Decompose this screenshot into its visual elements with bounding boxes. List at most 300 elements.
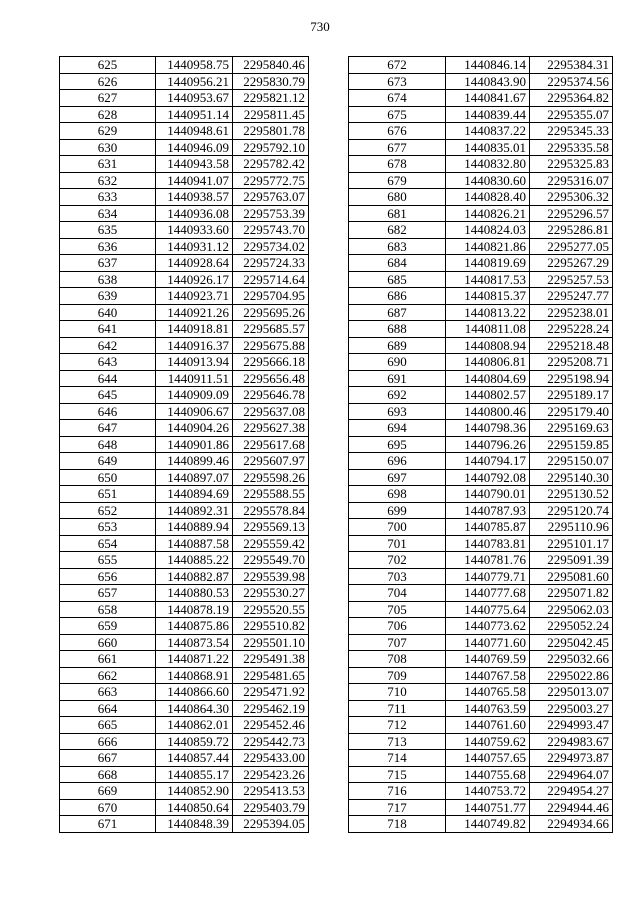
point-number-cell: 652 xyxy=(60,502,156,519)
point-number-cell: 680 xyxy=(349,189,446,206)
point-number-cell: 693 xyxy=(349,403,446,420)
table-row xyxy=(60,766,309,783)
easting-cell: 1440794.17 xyxy=(446,453,530,470)
easting-cell: 1440846.14 xyxy=(446,57,530,74)
point-number-cell: 704 xyxy=(349,585,446,602)
easting-cell: 1440928.64 xyxy=(156,255,233,272)
easting-cell: 1440913.94 xyxy=(156,354,233,371)
point-number-cell: 717 xyxy=(349,799,446,816)
table-row xyxy=(60,453,309,470)
easting-cell: 1440901.86 xyxy=(156,436,233,453)
table-row xyxy=(60,667,309,684)
point-number-cell: 656 xyxy=(60,568,156,585)
easting-cell: 1440792.08 xyxy=(446,469,530,486)
easting-cell: 1440850.64 xyxy=(156,799,233,816)
table-row xyxy=(60,684,309,701)
point-number-cell: 701 xyxy=(349,535,446,552)
easting-cell: 1440931.12 xyxy=(156,238,233,255)
easting-cell: 1440759.62 xyxy=(446,733,530,750)
point-number-cell: 702 xyxy=(349,552,446,569)
coordinates-table-left xyxy=(59,56,309,833)
northing-cell: 2295782.42 xyxy=(233,156,309,173)
easting-cell: 1440817.53 xyxy=(446,271,530,288)
table-row xyxy=(349,717,613,734)
table-row xyxy=(60,73,309,90)
northing-cell: 2295666.18 xyxy=(233,354,309,371)
table-row xyxy=(349,700,613,717)
northing-cell: 2295734.02 xyxy=(233,238,309,255)
northing-cell: 2295286.81 xyxy=(530,222,613,239)
easting-cell: 1440909.09 xyxy=(156,387,233,404)
table-row xyxy=(349,123,613,140)
northing-cell: 2295179.40 xyxy=(530,403,613,420)
table-row xyxy=(349,453,613,470)
point-number-cell: 651 xyxy=(60,486,156,503)
easting-cell: 1440781.76 xyxy=(446,552,530,569)
point-number-cell: 695 xyxy=(349,436,446,453)
easting-cell: 1440773.62 xyxy=(446,618,530,635)
point-number-cell: 628 xyxy=(60,106,156,123)
point-number-cell: 672 xyxy=(349,57,446,74)
northing-cell: 2295159.85 xyxy=(530,436,613,453)
northing-cell: 2295032.66 xyxy=(530,651,613,668)
northing-cell: 2295811.45 xyxy=(233,106,309,123)
table-row xyxy=(60,486,309,503)
point-number-cell: 633 xyxy=(60,189,156,206)
table-row xyxy=(349,436,613,453)
easting-cell: 1440936.08 xyxy=(156,205,233,222)
northing-cell: 2294954.27 xyxy=(530,783,613,800)
point-number-cell: 677 xyxy=(349,139,446,156)
table-row xyxy=(349,271,613,288)
table-row xyxy=(349,156,613,173)
table-row xyxy=(349,618,613,635)
northing-cell: 2295607.97 xyxy=(233,453,309,470)
table-row xyxy=(60,651,309,668)
point-number-cell: 715 xyxy=(349,766,446,783)
northing-cell: 2294964.07 xyxy=(530,766,613,783)
easting-cell: 1440941.07 xyxy=(156,172,233,189)
point-number-cell: 644 xyxy=(60,370,156,387)
easting-cell: 1440921.26 xyxy=(156,304,233,321)
point-number-cell: 625 xyxy=(60,57,156,74)
northing-cell: 2294934.66 xyxy=(530,816,613,833)
point-number-cell: 700 xyxy=(349,519,446,536)
table-row xyxy=(60,700,309,717)
easting-cell: 1440765.58 xyxy=(446,684,530,701)
northing-cell: 2295208.71 xyxy=(530,354,613,371)
table-row xyxy=(349,189,613,206)
table-row xyxy=(60,618,309,635)
point-number-cell: 718 xyxy=(349,816,446,833)
easting-cell: 1440826.21 xyxy=(446,205,530,222)
easting-cell: 1440771.60 xyxy=(446,634,530,651)
easting-cell: 1440800.46 xyxy=(446,403,530,420)
easting-cell: 1440802.57 xyxy=(446,387,530,404)
northing-cell: 2295228.24 xyxy=(530,321,613,338)
northing-cell: 2295704.95 xyxy=(233,288,309,305)
point-number-cell: 678 xyxy=(349,156,446,173)
northing-cell: 2295830.79 xyxy=(233,73,309,90)
point-number-cell: 682 xyxy=(349,222,446,239)
table-row xyxy=(349,205,613,222)
northing-cell: 2295530.27 xyxy=(233,585,309,602)
point-number-cell: 708 xyxy=(349,651,446,668)
easting-cell: 1440775.64 xyxy=(446,601,530,618)
table-row xyxy=(349,486,613,503)
easting-cell: 1440892.31 xyxy=(156,502,233,519)
northing-cell: 2295247.77 xyxy=(530,288,613,305)
point-number-cell: 653 xyxy=(60,519,156,536)
point-number-cell: 639 xyxy=(60,288,156,305)
easting-cell: 1440761.60 xyxy=(446,717,530,734)
easting-cell: 1440911.51 xyxy=(156,370,233,387)
easting-cell: 1440958.75 xyxy=(156,57,233,74)
easting-cell: 1440882.87 xyxy=(156,568,233,585)
point-number-cell: 670 xyxy=(60,799,156,816)
northing-cell: 2295013.07 xyxy=(530,684,613,701)
point-number-cell: 711 xyxy=(349,700,446,717)
point-number-cell: 669 xyxy=(60,783,156,800)
table-row xyxy=(349,568,613,585)
point-number-cell: 712 xyxy=(349,717,446,734)
easting-cell: 1440790.01 xyxy=(446,486,530,503)
northing-cell: 2295423.26 xyxy=(233,766,309,783)
point-number-cell: 649 xyxy=(60,453,156,470)
point-number-cell: 671 xyxy=(60,816,156,833)
table-row xyxy=(349,304,613,321)
table-row xyxy=(60,123,309,140)
northing-cell: 2295695.26 xyxy=(233,304,309,321)
point-number-cell: 696 xyxy=(349,453,446,470)
easting-cell: 1440943.58 xyxy=(156,156,233,173)
point-number-cell: 707 xyxy=(349,634,446,651)
point-number-cell: 687 xyxy=(349,304,446,321)
northing-cell: 2295685.57 xyxy=(233,321,309,338)
easting-cell: 1440753.72 xyxy=(446,783,530,800)
point-number-cell: 683 xyxy=(349,238,446,255)
point-number-cell: 686 xyxy=(349,288,446,305)
easting-cell: 1440857.44 xyxy=(156,750,233,767)
northing-cell: 2295801.78 xyxy=(233,123,309,140)
easting-cell: 1440808.94 xyxy=(446,337,530,354)
easting-cell: 1440835.01 xyxy=(446,139,530,156)
northing-cell: 2295120.74 xyxy=(530,502,613,519)
easting-cell: 1440878.19 xyxy=(156,601,233,618)
northing-cell: 2295549.70 xyxy=(233,552,309,569)
northing-cell: 2295169.63 xyxy=(530,420,613,437)
easting-cell: 1440796.26 xyxy=(446,436,530,453)
table-row xyxy=(60,535,309,552)
point-number-cell: 657 xyxy=(60,585,156,602)
point-number-cell: 643 xyxy=(60,354,156,371)
northing-cell: 2295588.55 xyxy=(233,486,309,503)
point-number-cell: 650 xyxy=(60,469,156,486)
easting-cell: 1440798.36 xyxy=(446,420,530,437)
table-row xyxy=(349,238,613,255)
point-number-cell: 647 xyxy=(60,420,156,437)
easting-cell: 1440894.69 xyxy=(156,486,233,503)
point-number-cell: 658 xyxy=(60,601,156,618)
table-row xyxy=(60,106,309,123)
table-row xyxy=(349,337,613,354)
point-number-cell: 630 xyxy=(60,139,156,156)
point-number-cell: 673 xyxy=(349,73,446,90)
point-number-cell: 684 xyxy=(349,255,446,272)
table-row xyxy=(60,750,309,767)
northing-cell: 2295617.68 xyxy=(233,436,309,453)
point-number-cell: 664 xyxy=(60,700,156,717)
point-number-cell: 640 xyxy=(60,304,156,321)
northing-cell: 2295627.38 xyxy=(233,420,309,437)
table-row xyxy=(349,403,613,420)
easting-cell: 1440824.03 xyxy=(446,222,530,239)
northing-cell: 2295364.82 xyxy=(530,90,613,107)
table-row xyxy=(349,585,613,602)
point-number-cell: 631 xyxy=(60,156,156,173)
northing-cell: 2295413.53 xyxy=(233,783,309,800)
table-row xyxy=(349,222,613,239)
table-row xyxy=(349,750,613,767)
table-row xyxy=(60,271,309,288)
easting-cell: 1440885.22 xyxy=(156,552,233,569)
table-row xyxy=(349,57,613,74)
table-row xyxy=(349,90,613,107)
table-row xyxy=(349,73,613,90)
northing-cell: 2295345.33 xyxy=(530,123,613,140)
table-row xyxy=(349,387,613,404)
easting-cell: 1440839.44 xyxy=(446,106,530,123)
easting-cell: 1440832.80 xyxy=(446,156,530,173)
point-number-cell: 662 xyxy=(60,667,156,684)
easting-cell: 1440951.14 xyxy=(156,106,233,123)
table-row xyxy=(60,321,309,338)
northing-cell: 2295384.31 xyxy=(530,57,613,74)
northing-cell: 2295452.46 xyxy=(233,717,309,734)
table-row xyxy=(60,354,309,371)
northing-cell: 2295071.82 xyxy=(530,585,613,602)
northing-cell: 2295840.46 xyxy=(233,57,309,74)
point-number-cell: 626 xyxy=(60,73,156,90)
northing-cell: 2295081.60 xyxy=(530,568,613,585)
easting-cell: 1440926.17 xyxy=(156,271,233,288)
easting-cell: 1440933.60 xyxy=(156,222,233,239)
northing-cell: 2295003.27 xyxy=(530,700,613,717)
table-row xyxy=(60,238,309,255)
point-number-cell: 694 xyxy=(349,420,446,437)
northing-cell: 2295763.07 xyxy=(233,189,309,206)
point-number-cell: 691 xyxy=(349,370,446,387)
northing-cell: 2295559.42 xyxy=(233,535,309,552)
point-number-cell: 716 xyxy=(349,783,446,800)
easting-cell: 1440815.37 xyxy=(446,288,530,305)
easting-cell: 1440837.22 xyxy=(446,123,530,140)
table-row xyxy=(349,172,613,189)
table-row xyxy=(60,57,309,74)
easting-cell: 1440785.87 xyxy=(446,519,530,536)
point-number-cell: 648 xyxy=(60,436,156,453)
table-row xyxy=(349,469,613,486)
northing-cell: 2295218.48 xyxy=(530,337,613,354)
point-number-cell: 692 xyxy=(349,387,446,404)
northing-cell: 2295646.78 xyxy=(233,387,309,404)
easting-cell: 1440904.26 xyxy=(156,420,233,437)
easting-cell: 1440751.77 xyxy=(446,799,530,816)
easting-cell: 1440866.60 xyxy=(156,684,233,701)
northing-cell: 2295637.08 xyxy=(233,403,309,420)
easting-cell: 1440843.90 xyxy=(446,73,530,90)
table-row xyxy=(60,304,309,321)
page-number: 730 xyxy=(310,19,330,34)
point-number-cell: 632 xyxy=(60,172,156,189)
northing-cell: 2295091.39 xyxy=(530,552,613,569)
northing-cell: 2295150.07 xyxy=(530,453,613,470)
table-row xyxy=(60,519,309,536)
table-row xyxy=(349,354,613,371)
northing-cell: 2295374.56 xyxy=(530,73,613,90)
table-row xyxy=(349,783,613,800)
northing-cell: 2295267.29 xyxy=(530,255,613,272)
northing-cell: 2295772.75 xyxy=(233,172,309,189)
point-number-cell: 654 xyxy=(60,535,156,552)
point-number-cell: 629 xyxy=(60,123,156,140)
easting-cell: 1440916.37 xyxy=(156,337,233,354)
northing-cell: 2295598.26 xyxy=(233,469,309,486)
point-number-cell: 679 xyxy=(349,172,446,189)
northing-cell: 2295403.79 xyxy=(233,799,309,816)
northing-cell: 2295714.64 xyxy=(233,271,309,288)
easting-cell: 1440787.93 xyxy=(446,502,530,519)
point-number-cell: 688 xyxy=(349,321,446,338)
point-number-cell: 713 xyxy=(349,733,446,750)
northing-cell: 2294944.46 xyxy=(530,799,613,816)
easting-cell: 1440855.17 xyxy=(156,766,233,783)
easting-cell: 1440749.82 xyxy=(446,816,530,833)
table-row xyxy=(349,601,613,618)
northing-cell: 2294983.67 xyxy=(530,733,613,750)
northing-cell: 2295510.82 xyxy=(233,618,309,635)
table-row xyxy=(349,370,613,387)
easting-cell: 1440852.90 xyxy=(156,783,233,800)
easting-cell: 1440875.86 xyxy=(156,618,233,635)
point-number-cell: 637 xyxy=(60,255,156,272)
table-row xyxy=(60,139,309,156)
table-row xyxy=(60,783,309,800)
point-number-cell: 689 xyxy=(349,337,446,354)
point-number-cell: 685 xyxy=(349,271,446,288)
table-row xyxy=(60,799,309,816)
easting-cell: 1440763.59 xyxy=(446,700,530,717)
point-number-cell: 674 xyxy=(349,90,446,107)
easting-cell: 1440862.01 xyxy=(156,717,233,734)
northing-cell: 2294973.87 xyxy=(530,750,613,767)
table-row xyxy=(60,601,309,618)
northing-cell: 2295355.07 xyxy=(530,106,613,123)
northing-cell: 2295578.84 xyxy=(233,502,309,519)
point-number-cell: 642 xyxy=(60,337,156,354)
easting-cell: 1440948.61 xyxy=(156,123,233,140)
northing-cell: 2295189.17 xyxy=(530,387,613,404)
point-number-cell: 655 xyxy=(60,552,156,569)
point-number-cell: 659 xyxy=(60,618,156,635)
table-row xyxy=(60,436,309,453)
point-number-cell: 690 xyxy=(349,354,446,371)
table-row xyxy=(349,502,613,519)
easting-cell: 1440821.86 xyxy=(446,238,530,255)
point-number-cell: 627 xyxy=(60,90,156,107)
easting-cell: 1440923.71 xyxy=(156,288,233,305)
point-number-cell: 675 xyxy=(349,106,446,123)
table-row xyxy=(60,585,309,602)
table-row xyxy=(60,403,309,420)
table-row xyxy=(60,816,309,833)
northing-cell: 2295753.39 xyxy=(233,205,309,222)
northing-cell: 2295101.17 xyxy=(530,535,613,552)
northing-cell: 2295743.70 xyxy=(233,222,309,239)
table-row xyxy=(349,321,613,338)
table-row xyxy=(60,90,309,107)
northing-cell: 2295821.12 xyxy=(233,90,309,107)
easting-cell: 1440755.68 xyxy=(446,766,530,783)
easting-cell: 1440897.07 xyxy=(156,469,233,486)
table-row xyxy=(349,651,613,668)
point-number-cell: 697 xyxy=(349,469,446,486)
easting-cell: 1440938.57 xyxy=(156,189,233,206)
northing-cell: 2295042.45 xyxy=(530,634,613,651)
table-row xyxy=(60,205,309,222)
northing-cell: 2295130.52 xyxy=(530,486,613,503)
point-number-cell: 638 xyxy=(60,271,156,288)
table-row xyxy=(60,387,309,404)
table-row xyxy=(349,733,613,750)
easting-cell: 1440868.91 xyxy=(156,667,233,684)
northing-cell: 2295257.53 xyxy=(530,271,613,288)
northing-cell: 2295110.96 xyxy=(530,519,613,536)
northing-cell: 2295675.88 xyxy=(233,337,309,354)
easting-cell: 1440871.22 xyxy=(156,651,233,668)
easting-cell: 1440864.30 xyxy=(156,700,233,717)
easting-cell: 1440811.08 xyxy=(446,321,530,338)
northing-cell: 2295022.86 xyxy=(530,667,613,684)
point-number-cell: 681 xyxy=(349,205,446,222)
table-row xyxy=(60,222,309,239)
easting-cell: 1440848.39 xyxy=(156,816,233,833)
easting-cell: 1440946.09 xyxy=(156,139,233,156)
easting-cell: 1440841.67 xyxy=(446,90,530,107)
northing-cell: 2295442.73 xyxy=(233,733,309,750)
easting-cell: 1440918.81 xyxy=(156,321,233,338)
table-row xyxy=(349,684,613,701)
northing-cell: 2295481.65 xyxy=(233,667,309,684)
easting-cell: 1440899.46 xyxy=(156,453,233,470)
coordinates-table-right xyxy=(348,56,613,833)
northing-cell: 2295062.03 xyxy=(530,601,613,618)
table-row xyxy=(349,552,613,569)
northing-cell: 2295462.19 xyxy=(233,700,309,717)
table-row xyxy=(60,172,309,189)
easting-cell: 1440819.69 xyxy=(446,255,530,272)
table-row xyxy=(349,766,613,783)
table-row xyxy=(60,502,309,519)
table-row xyxy=(60,156,309,173)
point-number-cell: 661 xyxy=(60,651,156,668)
table-row xyxy=(60,552,309,569)
point-number-cell: 676 xyxy=(349,123,446,140)
easting-cell: 1440783.81 xyxy=(446,535,530,552)
easting-cell: 1440906.67 xyxy=(156,403,233,420)
northing-cell: 2295520.55 xyxy=(233,601,309,618)
table-row xyxy=(60,288,309,305)
